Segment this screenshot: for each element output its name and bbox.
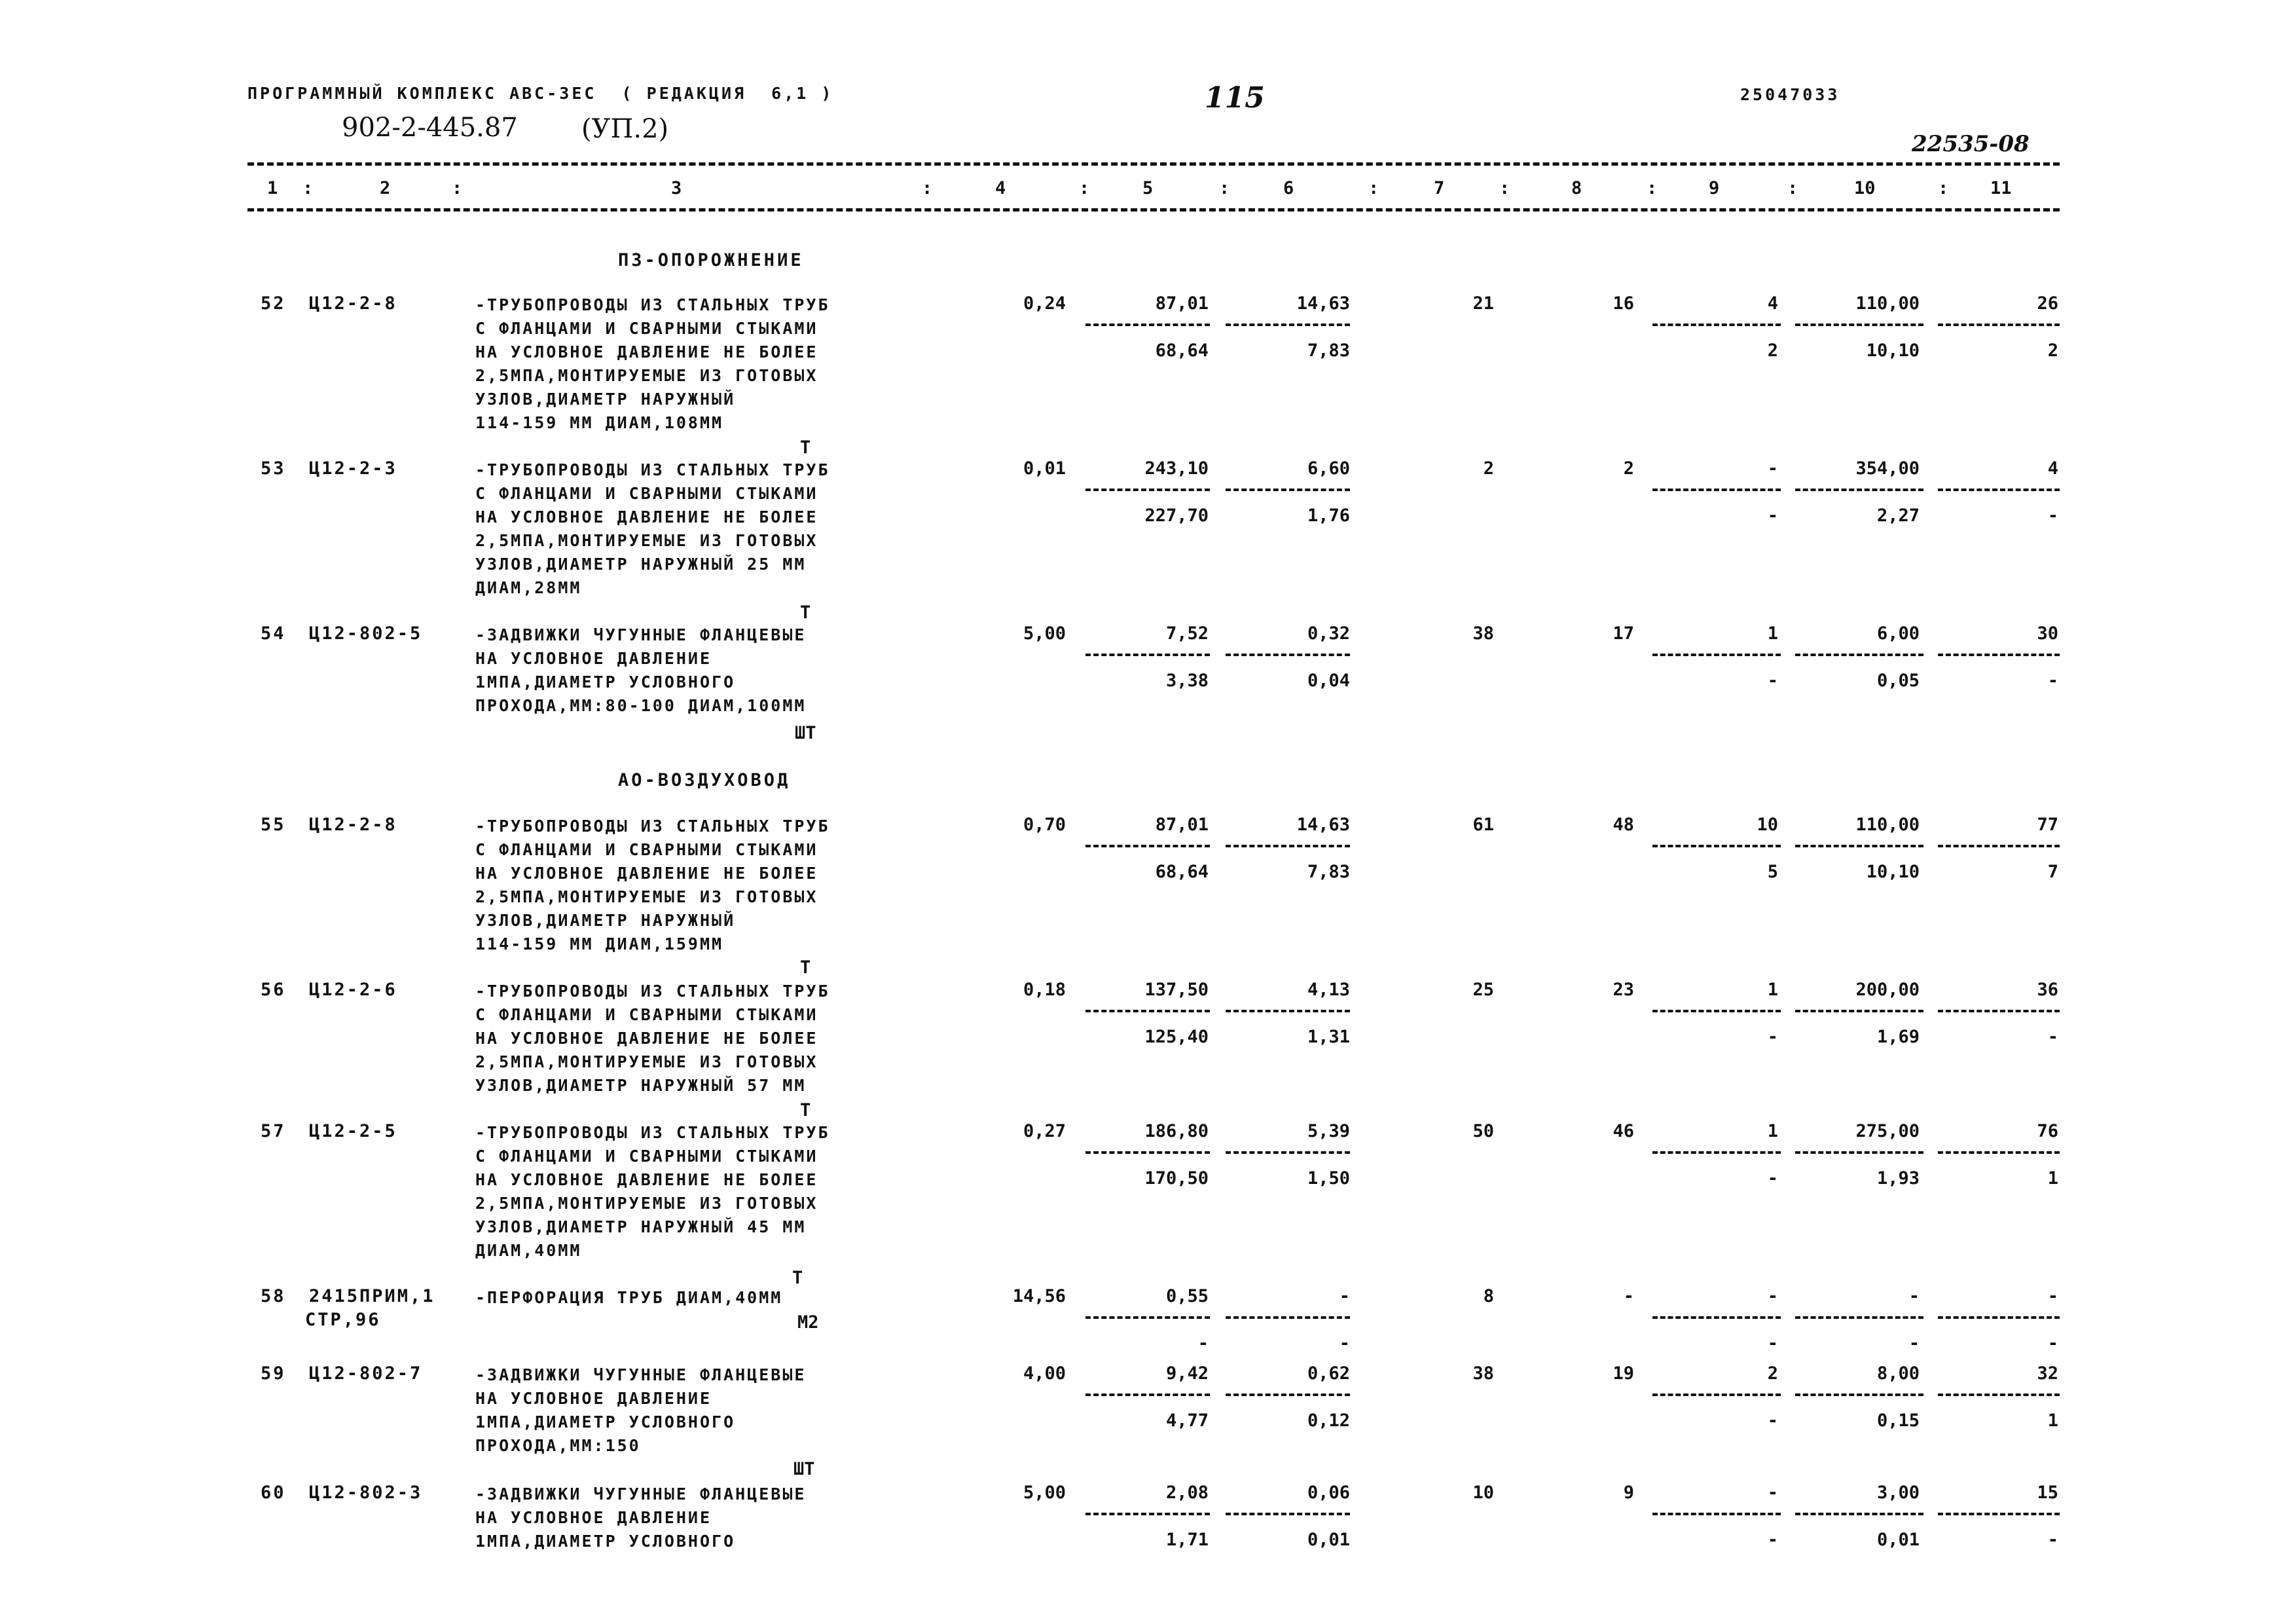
split-line — [1085, 654, 1210, 656]
split-line — [1652, 323, 1781, 326]
cell-c6b: 1,31 — [1307, 1027, 1350, 1047]
row-description-line: НА УСЛОВНОЕ ДАВЛЕНИЕ НЕ БОЛЕЕ — [475, 864, 818, 883]
split-line — [1652, 489, 1781, 491]
cell-c9: 10 — [1757, 815, 1778, 835]
cell-c9: - — [1767, 458, 1778, 479]
row-description-line: -ЗАДВИЖКИ ЧУГУННЫЕ ФЛАНЦЕВЫЕ — [475, 625, 807, 644]
cell-c7: 21 — [1472, 293, 1494, 314]
row-description-line: НА УСЛОВНОЕ ДАВЛЕНИЕ НЕ БОЛЕЕ — [475, 342, 818, 361]
cell-c10: 3,00 — [1876, 1483, 1920, 1503]
split-line — [1938, 845, 2060, 847]
split-line — [1795, 845, 1923, 847]
cell-c8: - — [1623, 1286, 1634, 1306]
cell-c8: 9 — [1623, 1483, 1634, 1503]
doc-album: (УП.2) — [581, 114, 669, 144]
cell-c10b: 2,27 — [1876, 506, 1920, 526]
row-number: 58 — [261, 1286, 286, 1306]
column-number-4: 4 — [995, 178, 1006, 198]
cell-c11b: - — [2047, 1027, 2058, 1047]
row-description-line: -ТРУБОПРОВОДЫ ИЗ СТАЛЬНЫХ ТРУБ — [475, 982, 830, 1001]
cell-c9b: 5 — [1767, 862, 1778, 882]
cell-c5: 87,01 — [1155, 293, 1209, 314]
row-description-line: 114-159 ММ ДИАМ,108ММ — [475, 413, 724, 432]
cell-c5b: 1,71 — [1165, 1530, 1209, 1550]
cell-c7: 50 — [1472, 1121, 1494, 1141]
cell-c8: 48 — [1613, 815, 1634, 835]
cell-c4: 0,24 — [1023, 293, 1066, 314]
cell-c6: 0,32 — [1307, 623, 1350, 644]
cell-c11: 26 — [2037, 293, 2058, 314]
cell-c6b: 0,12 — [1307, 1411, 1350, 1431]
cell-c5: 137,50 — [1144, 980, 1209, 1000]
cell-c11: 30 — [2037, 623, 2058, 644]
cell-c5b: 68,64 — [1155, 341, 1209, 361]
split-line — [1652, 1513, 1781, 1515]
split-line — [1652, 845, 1781, 847]
cell-c10: 8,00 — [1876, 1363, 1920, 1384]
cell-c11: 32 — [2037, 1363, 2058, 1384]
cell-c10: 200,00 — [1855, 980, 1920, 1000]
row-description-line: С ФЛАНЦАМИ И СВАРНЫМИ СТЫКАМИ — [475, 840, 818, 859]
cell-c4: 5,00 — [1023, 623, 1066, 644]
cell-c9b: - — [1767, 1411, 1778, 1431]
split-line — [1795, 654, 1923, 656]
column-number-5: 5 — [1142, 178, 1154, 198]
cell-c9b: - — [1767, 1168, 1778, 1189]
row-description-line: 114-159 ММ ДИАМ,159ММ — [475, 934, 724, 953]
row-description-line: 2,5МПА,МОНТИРУЕМЫЕ ИЗ ГОТОВЫХ — [475, 1052, 818, 1071]
row-description-line: -ТРУБОПРОВОДЫ ИЗ СТАЛЬНЫХ ТРУБ — [475, 295, 830, 314]
section-title-opor: ПЗ-ОПОРОЖНЕНИЕ — [618, 250, 804, 270]
row-unit: М2 — [797, 1312, 819, 1333]
cell-c10b: 1,93 — [1876, 1168, 1920, 1189]
row-description-line: 2,5МПА,МОНТИРУЕМЫЕ ИЗ ГОТОВЫХ — [475, 1194, 818, 1213]
row-code: 2415ПРИМ,1 — [309, 1286, 435, 1306]
column-separator: : — [1079, 178, 1090, 198]
cell-c11b: 7 — [2047, 862, 2058, 882]
row-description-line: С ФЛАНЦАМИ И СВАРНЫМИ СТЫКАМИ — [475, 319, 818, 338]
split-line — [1652, 1393, 1781, 1396]
column-separator: : — [1499, 178, 1510, 198]
cell-c10b: 0,05 — [1876, 671, 1920, 691]
column-separator: : — [1787, 178, 1798, 198]
row-description-line: НА УСЛОВНОЕ ДАВЛЕНИЕ — [475, 1389, 712, 1408]
split-line — [1226, 845, 1350, 847]
cell-c8: 23 — [1613, 980, 1634, 1000]
cell-c6b: 7,83 — [1307, 862, 1350, 882]
row-description-line: НА УСЛОВНОЕ ДАВЛЕНИЕ НЕ БОЛЕЕ — [475, 507, 818, 526]
cell-c5: 243,10 — [1144, 458, 1209, 479]
cell-c5: 7,52 — [1165, 623, 1209, 644]
cell-c7: 2 — [1483, 458, 1494, 479]
row-number: 59 — [261, 1363, 286, 1384]
row-number: 60 — [261, 1483, 286, 1503]
row-description-line: УЗЛОВ,ДИАМЕТР НАРУЖНЫЙ 45 ММ — [475, 1217, 807, 1236]
split-line — [1652, 654, 1781, 656]
cell-c4: 4,00 — [1023, 1363, 1066, 1384]
row-code-extra: СТР,96 — [305, 1310, 381, 1330]
row-number: 56 — [261, 980, 286, 1000]
cell-c6: 5,39 — [1307, 1121, 1350, 1141]
cell-c7: 25 — [1472, 980, 1494, 1000]
cell-c7: 38 — [1472, 623, 1494, 644]
cell-c10b: 10,10 — [1866, 341, 1920, 361]
split-line — [1795, 1513, 1923, 1515]
cell-c11: 15 — [2037, 1483, 2058, 1503]
page-number: 115 — [1205, 81, 1265, 115]
row-description-line: 1МПА,ДИАМЕТР УСЛОВНОГО — [475, 673, 736, 692]
row-description-line: -ПЕРФОРАЦИЯ ТРУБ ДИАМ,40ММ — [475, 1288, 783, 1307]
row-description-line: 2,5МПА,МОНТИРУЕМЫЕ ИЗ ГОТОВЫХ — [475, 887, 818, 906]
cell-c9b: 2 — [1767, 341, 1778, 361]
row-code: Ц12-802-3 — [309, 1483, 423, 1503]
cell-c6: 6,60 — [1307, 458, 1350, 479]
cell-c5b: 227,70 — [1144, 506, 1209, 526]
split-line — [1652, 1151, 1781, 1154]
cell-c5b: - — [1197, 1333, 1209, 1354]
cell-c8: 46 — [1613, 1121, 1634, 1141]
cell-c11: 36 — [2037, 980, 2058, 1000]
cell-c11b: - — [2047, 1530, 2058, 1550]
split-line — [1938, 1316, 2060, 1319]
cell-c4: 0,70 — [1023, 815, 1066, 835]
cell-c4: 0,01 — [1023, 458, 1066, 479]
split-line — [1938, 323, 2060, 326]
split-line — [1795, 1316, 1923, 1319]
cell-c11b: 1 — [2047, 1168, 2058, 1189]
column-number-8: 8 — [1571, 178, 1582, 198]
split-line — [1795, 323, 1923, 326]
cell-c8: 19 — [1613, 1363, 1634, 1384]
cell-c4: 0,18 — [1023, 980, 1066, 1000]
cell-c11: 77 — [2037, 815, 2058, 835]
cell-c5b: 4,77 — [1165, 1411, 1209, 1431]
header-bottom-rule — [247, 208, 2060, 212]
cell-c10: 110,00 — [1855, 293, 1920, 314]
column-number-10: 10 — [1854, 178, 1876, 198]
cell-c5b: 125,40 — [1144, 1027, 1209, 1047]
row-description-line: С ФЛАНЦАМИ И СВАРНЫМИ СТЫКАМИ — [475, 1005, 818, 1024]
cell-c10b: 1,69 — [1876, 1027, 1920, 1047]
row-description-line: УЗЛОВ,ДИАМЕТР НАРУЖНЫЙ — [475, 390, 736, 409]
row-description-line: НА УСЛОВНОЕ ДАВЛЕНИЕ НЕ БОЛЕЕ — [475, 1170, 818, 1189]
row-description-line: С ФЛАНЦАМИ И СВАРНЫМИ СТЫКАМИ — [475, 484, 818, 503]
row-description-line: 1МПА,ДИАМЕТР УСЛОВНОГО — [475, 1532, 736, 1551]
row-description-line: С ФЛАНЦАМИ И СВАРНЫМИ СТЫКАМИ — [475, 1147, 818, 1166]
cell-c6b: 7,83 — [1307, 341, 1350, 361]
row-description-line: НА УСЛОВНОЕ ДАВЛЕНИЕ — [475, 1508, 712, 1527]
column-separator: : — [1938, 178, 1949, 198]
split-line — [1085, 1393, 1210, 1396]
row-description-line: -ТРУБОПРОВОДЫ ИЗ СТАЛЬНЫХ ТРУБ — [475, 1123, 830, 1142]
cell-c6: - — [1339, 1286, 1350, 1306]
row-description-line: ПРОХОДА,ММ:80-100 ДИАМ,100ММ — [475, 696, 807, 715]
cell-c6b: 0,01 — [1307, 1530, 1350, 1550]
split-line — [1085, 1316, 1210, 1319]
cell-c10b: 0,15 — [1876, 1411, 1920, 1431]
cell-c7: 38 — [1472, 1363, 1494, 1384]
split-line — [1085, 845, 1210, 847]
row-description-line: НА УСЛОВНОЕ ДАВЛЕНИЕ — [475, 649, 712, 668]
row-code: Ц12-2-6 — [309, 980, 397, 1000]
column-number-2: 2 — [380, 178, 391, 198]
cell-c9: - — [1767, 1286, 1778, 1306]
column-separator: : — [1219, 178, 1230, 198]
cell-c10: 354,00 — [1855, 458, 1920, 479]
column-separator: : — [302, 178, 314, 198]
cell-c9: 1 — [1767, 1121, 1778, 1141]
split-line — [1226, 1316, 1350, 1319]
sheet-code: 22535-08 — [1912, 131, 2030, 157]
column-number-1: 1 — [267, 178, 278, 198]
split-line — [1085, 1151, 1210, 1154]
row-unit: Т — [800, 437, 811, 458]
split-line — [1085, 489, 1210, 491]
cell-c5: 0,55 — [1165, 1286, 1209, 1306]
cell-c4: 5,00 — [1023, 1483, 1066, 1503]
cell-c8: 16 — [1613, 293, 1634, 314]
cell-c9: 1 — [1767, 980, 1778, 1000]
column-separator: : — [452, 178, 463, 198]
row-description-line: -ЗАДВИЖКИ ЧУГУННЫЕ ФЛАНЦЕВЫЕ — [475, 1485, 807, 1504]
split-line — [1795, 1010, 1923, 1012]
cell-c6: 14,63 — [1296, 293, 1350, 314]
column-separator: : — [922, 178, 933, 198]
cell-c7: 8 — [1483, 1286, 1494, 1306]
split-line — [1226, 1393, 1350, 1396]
row-description-line: УЗЛОВ,ДИАМЕТР НАРУЖНЫЙ 25 ММ — [475, 555, 807, 574]
row-unit: Т — [800, 602, 811, 623]
cell-c10: - — [1908, 1286, 1920, 1306]
split-line — [1795, 1151, 1923, 1154]
cell-c6b: 1,50 — [1307, 1168, 1350, 1189]
row-description-line: -ЗАДВИЖКИ ЧУГУННЫЕ ФЛАНЦЕВЫЕ — [475, 1365, 807, 1384]
cell-c6: 0,06 — [1307, 1483, 1350, 1503]
split-line — [1085, 1513, 1210, 1515]
row-unit: Т — [800, 957, 811, 978]
cell-c6: 0,62 — [1307, 1363, 1350, 1384]
cell-c11: 76 — [2037, 1121, 2058, 1141]
row-number: 55 — [261, 815, 286, 835]
cell-c11b: - — [2047, 506, 2058, 526]
cell-c5: 87,01 — [1155, 815, 1209, 835]
cell-c10b: 0,01 — [1876, 1530, 1920, 1550]
row-unit: Т — [792, 1268, 803, 1288]
row-number: 57 — [261, 1121, 286, 1141]
column-number-7: 7 — [1434, 178, 1445, 198]
cell-c10b: 10,10 — [1866, 862, 1920, 882]
split-line — [1938, 1151, 2060, 1154]
cell-c5: 9,42 — [1165, 1363, 1209, 1384]
row-description-line: УЗЛОВ,ДИАМЕТР НАРУЖНЫЙ 57 ММ — [475, 1076, 807, 1095]
cell-c6b: 0,04 — [1307, 671, 1350, 691]
cell-c8: 2 — [1623, 458, 1634, 479]
cell-c9: - — [1767, 1483, 1778, 1503]
row-description-line: УЗЛОВ,ДИАМЕТР НАРУЖНЫЙ — [475, 911, 736, 930]
row-description-line: 2,5МПА,МОНТИРУЕМЫЕ ИЗ ГОТОВЫХ — [475, 366, 818, 385]
column-number-9: 9 — [1709, 178, 1720, 198]
split-line — [1226, 1151, 1350, 1154]
cell-c9b: - — [1767, 506, 1778, 526]
row-description-line: ДИАМ,40ММ — [475, 1241, 582, 1260]
code-number: 25047033 — [1740, 85, 1840, 104]
column-separator: : — [1368, 178, 1379, 198]
cell-c9: 2 — [1767, 1363, 1778, 1384]
cell-c11b: 2 — [2047, 341, 2058, 361]
split-line — [1795, 1393, 1923, 1396]
split-line — [1938, 1513, 2060, 1515]
cell-c5b: 68,64 — [1155, 862, 1209, 882]
row-unit: ШТ — [795, 723, 816, 743]
cell-c9b: - — [1767, 1530, 1778, 1550]
cell-c6: 4,13 — [1307, 980, 1350, 1000]
column-number-11: 11 — [1990, 178, 2012, 198]
section-title-vozd: АО-ВОЗДУХОВОД — [618, 770, 791, 790]
header-top-rule — [247, 162, 2060, 166]
cell-c5b: 170,50 — [1144, 1168, 1209, 1189]
cell-c4: 0,27 — [1023, 1121, 1066, 1141]
split-line — [1938, 489, 2060, 491]
row-number: 54 — [261, 623, 286, 644]
row-code: Ц12-2-5 — [309, 1121, 397, 1141]
row-description-line: -ТРУБОПРОВОДЫ ИЗ СТАЛЬНЫХ ТРУБ — [475, 817, 830, 836]
split-line — [1938, 654, 2060, 656]
cell-c11b: - — [2047, 1333, 2058, 1354]
doc-number: 902-2-445.87 — [342, 113, 518, 143]
program-title: ПРОГРАММНЫЙ КОМПЛЕКС АВС-3ЕС ( РЕДАКЦИЯ 6,1 ) — [247, 84, 834, 103]
cell-c4: 14,56 — [1012, 1286, 1066, 1306]
split-line — [1652, 1316, 1781, 1319]
row-description-line: ПРОХОДА,ММ:150 — [475, 1436, 641, 1455]
row-code: Ц12-2-8 — [309, 815, 397, 835]
row-number: 52 — [261, 293, 286, 314]
split-line — [1226, 1010, 1350, 1012]
cell-c7: 61 — [1472, 815, 1494, 835]
split-line — [1226, 1513, 1350, 1515]
split-line — [1652, 1010, 1781, 1012]
split-line — [1085, 1010, 1210, 1012]
cell-c9: 4 — [1767, 293, 1778, 314]
column-separator: : — [1647, 178, 1658, 198]
cell-c10: 6,00 — [1876, 623, 1920, 644]
row-code: Ц12-802-7 — [309, 1363, 423, 1384]
split-line — [1226, 489, 1350, 491]
row-description-line: -ТРУБОПРОВОДЫ ИЗ СТАЛЬНЫХ ТРУБ — [475, 460, 830, 479]
row-unit: Т — [800, 1100, 811, 1120]
cell-c11b: - — [2047, 671, 2058, 691]
cell-c11b: 1 — [2047, 1411, 2058, 1431]
column-number-3: 3 — [671, 178, 682, 198]
cell-c5: 2,08 — [1165, 1483, 1209, 1503]
row-description-line: НА УСЛОВНОЕ ДАВЛЕНИЕ НЕ БОЛЕЕ — [475, 1029, 818, 1048]
split-line — [1938, 1010, 2060, 1012]
cell-c6b: - — [1339, 1333, 1350, 1354]
split-line — [1226, 323, 1350, 326]
cell-c5b: 3,38 — [1165, 671, 1209, 691]
cell-c10: 110,00 — [1855, 815, 1920, 835]
row-number: 53 — [261, 458, 286, 479]
row-description-line: 2,5МПА,МОНТИРУЕМЫЕ ИЗ ГОТОВЫХ — [475, 531, 818, 550]
row-description-line: 1МПА,ДИАМЕТР УСЛОВНОГО — [475, 1412, 736, 1431]
cell-c11: 4 — [2047, 458, 2058, 479]
cell-c8: 17 — [1613, 623, 1634, 644]
row-code: Ц12-2-3 — [309, 458, 397, 479]
cell-c6: 14,63 — [1296, 815, 1350, 835]
split-line — [1938, 1393, 2060, 1396]
row-unit: ШТ — [793, 1459, 815, 1479]
cell-c10: 275,00 — [1855, 1121, 1920, 1141]
cell-c6b: 1,76 — [1307, 506, 1350, 526]
row-description-line: ДИАМ,28ММ — [475, 578, 582, 597]
cell-c11: - — [2047, 1286, 2058, 1306]
row-code: Ц12-2-8 — [309, 293, 397, 314]
cell-c9b: - — [1767, 1333, 1778, 1354]
cell-c9b: - — [1767, 671, 1778, 691]
cell-c9: 1 — [1767, 623, 1778, 644]
cell-c5: 186,80 — [1144, 1121, 1209, 1141]
column-number-6: 6 — [1283, 178, 1294, 198]
cell-c9b: - — [1767, 1027, 1778, 1047]
cell-c7: 10 — [1472, 1483, 1494, 1503]
split-line — [1085, 323, 1210, 326]
split-line — [1226, 654, 1350, 656]
cell-c10b: - — [1908, 1333, 1920, 1354]
split-line — [1795, 489, 1923, 491]
row-code: Ц12-802-5 — [309, 623, 423, 644]
